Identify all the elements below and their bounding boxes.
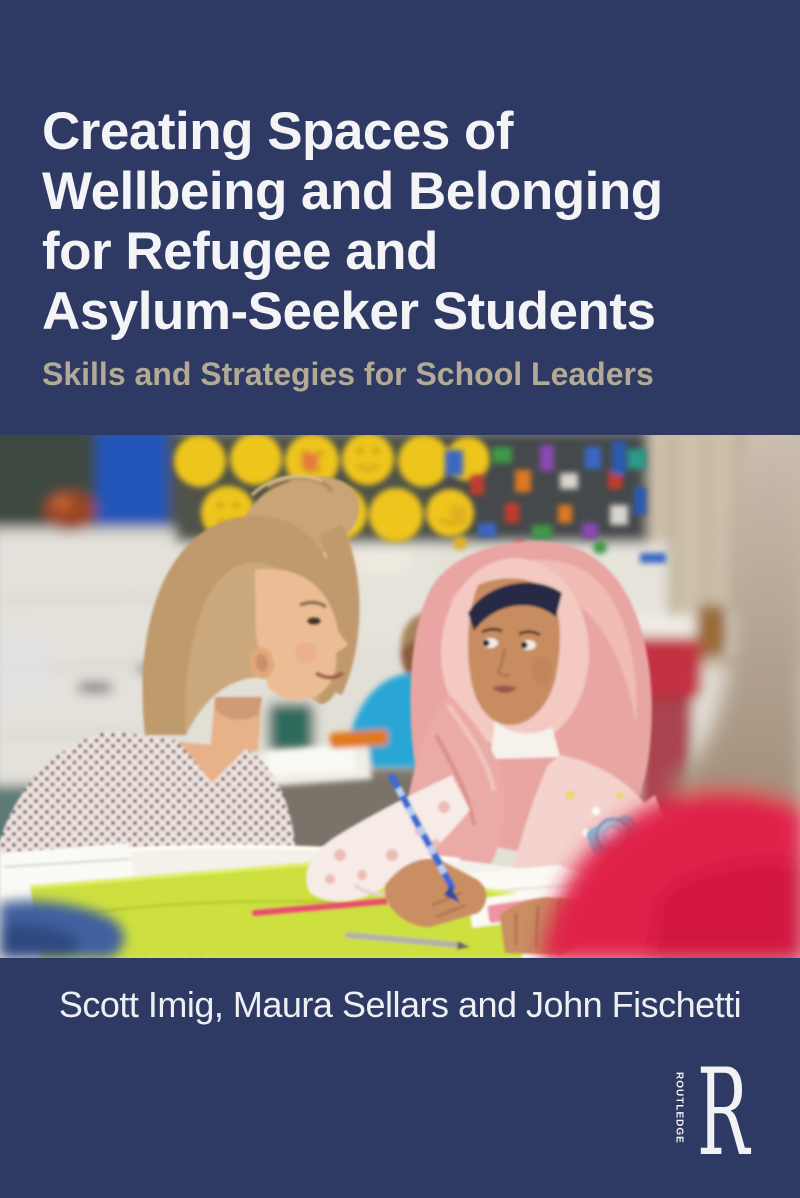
routledge-logo xyxy=(673,1044,760,1183)
book-authors: Scott Imig, Maura Sellars and John Fischetti xyxy=(58,984,742,1025)
book-title xyxy=(42,102,772,342)
title-line-3: for Refugee and xyxy=(42,222,438,281)
title-line-4: Asylum-Seeker Students xyxy=(42,282,656,341)
title-line-1: Creating Spaces of xyxy=(42,102,514,161)
book-subtitle: Skills and Strategies for School Leaders xyxy=(42,356,654,392)
routledge-r-icon: R xyxy=(696,1044,750,1183)
routledge-vertical-text: ROUTLEDGE xyxy=(673,1072,685,1144)
title-line-2: Wellbeing and Belonging xyxy=(42,162,663,221)
cover-photo xyxy=(0,435,800,958)
cover-photo-illustration xyxy=(0,435,800,958)
